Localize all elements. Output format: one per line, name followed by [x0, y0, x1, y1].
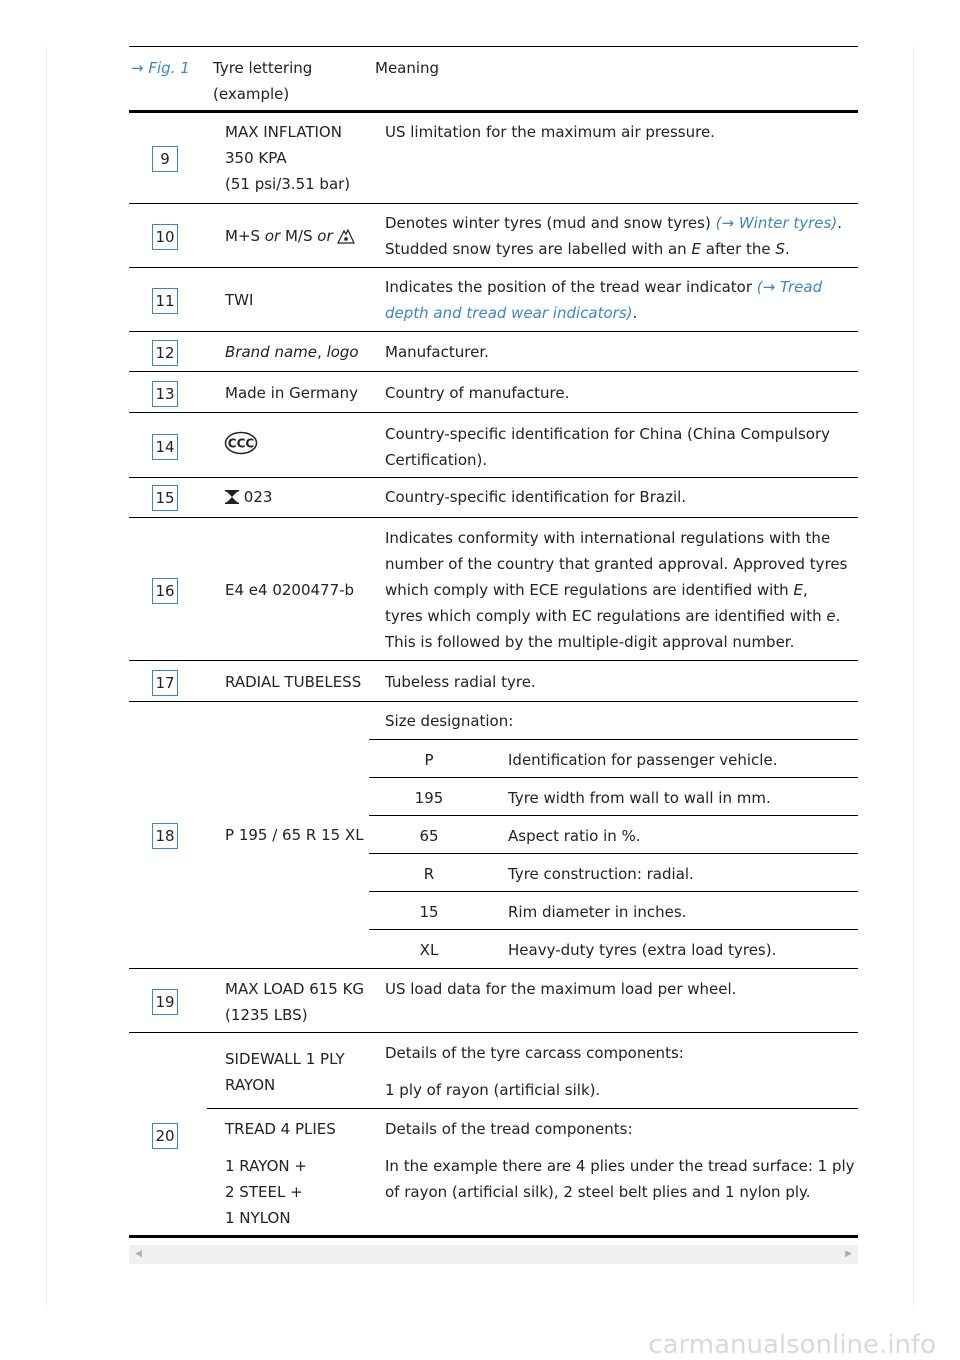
meaning-cell: Country-specific identification for Brazil.	[385, 488, 687, 506]
lettering-line: MAX LOAD 615 KG	[225, 980, 365, 998]
lettering-text: 023	[243, 488, 273, 506]
lettering-line: 350 KPA	[225, 149, 287, 167]
meaning-cell: Country of manufacture.	[385, 384, 570, 402]
lettering-cell: RADIAL TUBELESS	[225, 673, 362, 691]
meaning-text: This is followed by the multiple-digit approval number.	[385, 633, 795, 651]
row-number-badge: 13	[152, 381, 178, 407]
scroll-right-icon[interactable]: ▶	[845, 1249, 852, 1259]
size-description: Tyre construction: radial.	[508, 865, 694, 883]
header-col1-line1: Tyre lettering	[213, 59, 313, 77]
meaning-text: tyres which comply with EC regulations are identified with	[385, 607, 822, 625]
subtable-divider	[369, 815, 858, 816]
inmetro-mark-icon	[225, 490, 239, 504]
winter-tyres-link[interactable]: (→ Winter tyres)	[715, 214, 838, 232]
row-divider	[129, 203, 858, 204]
row-divider	[129, 477, 858, 478]
meaning-cell: US load data for the maximum load per wheel.	[385, 980, 737, 998]
meaning-cell: 1 ply of rayon (artificial silk).	[385, 1081, 601, 1099]
meaning-text: In the example there are 4 plies under the tread surface: 1 ply	[385, 1157, 855, 1175]
size-description: Rim diameter in inches.	[508, 903, 687, 921]
lettering-text: M+S	[225, 227, 261, 245]
lettering-cell	[225, 339, 359, 365]
row-number-badge: 17	[152, 670, 178, 696]
lettering-text: logo	[326, 343, 359, 361]
header-col1	[213, 55, 312, 107]
meaning-text: which comply with ECE regulations are identified with	[385, 581, 789, 599]
size-description: Heavy-duty tyres (extra load tyres).	[508, 941, 777, 959]
row-number-badge: 9	[152, 146, 178, 172]
header-col1-line2: (example)	[213, 85, 290, 103]
meaning-cell	[385, 525, 847, 655]
row-divider	[129, 968, 858, 969]
size-description: Tyre width from wall to wall in mm.	[508, 789, 771, 807]
subtable-divider	[369, 739, 858, 740]
row-divider	[207, 1108, 858, 1109]
link-text[interactable]: Tread	[780, 278, 823, 296]
row-divider	[129, 371, 858, 372]
lettering-line: (1235 LBS)	[225, 1006, 308, 1024]
lettering-cell: TWI	[225, 291, 254, 309]
subtable-divider	[369, 853, 858, 854]
row-number-badge: 11	[152, 288, 178, 314]
meaning-emphasis: S	[775, 240, 785, 258]
row-divider	[129, 412, 858, 413]
meaning-text: .	[632, 304, 638, 322]
watermark: carmanualsonline.info	[648, 1330, 936, 1360]
row-divider	[129, 517, 858, 518]
row-number-badge: 18	[152, 823, 178, 849]
subtable-divider	[369, 777, 858, 778]
subtable-divider	[369, 891, 858, 892]
lettering-cell	[225, 223, 355, 249]
lettering-line: 2 STEEL +	[225, 1183, 303, 1201]
lettering-line: (51 psi/3.51 bar)	[225, 175, 351, 193]
meaning-text: Indicates the position of the tread wear indicator	[385, 278, 753, 296]
lettering-cell: P 195 / 65 R 15 XL	[225, 826, 364, 844]
size-description: Aspect ratio in %.	[508, 827, 641, 845]
meaning-cell	[385, 421, 830, 473]
lettering-cell	[225, 119, 350, 197]
lettering-cell	[225, 1153, 307, 1231]
lettering-or: or	[317, 227, 333, 245]
row-number-badge: 12	[152, 340, 178, 366]
meaning-cell: Manufacturer.	[385, 343, 489, 361]
lettering-line: SIDEWALL 1 PLY	[225, 1050, 345, 1068]
lettering-cell	[225, 976, 364, 1028]
meaning-emphasis: E	[691, 240, 701, 258]
lettering-line: 1 NYLON	[225, 1209, 291, 1227]
meaning-cell: Size designation:	[385, 712, 514, 730]
lettering-text: M/S	[284, 227, 313, 245]
size-code: P	[424, 751, 434, 769]
figure-reference[interactable]	[131, 55, 190, 81]
row-number-badge: 16	[152, 578, 178, 604]
tread-depth-link[interactable]: (→ Tread	[756, 278, 823, 296]
lettering-cell	[225, 1046, 345, 1098]
meaning-text: of rayon (artificial silk), 2 steel belt plies and 1 nylon ply.	[385, 1183, 811, 1201]
lettering-text: Brand name	[225, 343, 317, 361]
meaning-cell: US limitation for the maximum air pressure.	[385, 123, 715, 141]
row-divider	[129, 1032, 858, 1033]
meaning-cell	[385, 274, 822, 326]
size-code: 195	[414, 789, 444, 807]
left-margin-line	[46, 46, 47, 1310]
lettering-cell: Made in Germany	[225, 384, 359, 402]
lettering-line: MAX INFLATION	[225, 123, 342, 141]
meaning-text: .	[835, 607, 841, 625]
meaning-cell	[385, 1153, 855, 1205]
meaning-text: .	[784, 240, 790, 258]
header-bottom-rule	[129, 110, 858, 113]
link-text[interactable]: Winter tyres)	[738, 214, 838, 232]
snowflake-mountain-icon	[337, 226, 355, 244]
meaning-emphasis: e	[826, 607, 836, 625]
size-code: 15	[419, 903, 439, 921]
meaning-cell: Details of the tread components:	[385, 1120, 633, 1138]
size-code: R	[423, 865, 435, 883]
subtable-divider	[369, 929, 858, 930]
row-number-badge: 19	[152, 989, 178, 1015]
meaning-text: Indicates conformity with international regulations with the	[385, 529, 831, 547]
arrow-right-icon: →	[721, 214, 735, 232]
horizontal-scrollbar[interactable]	[129, 1245, 858, 1264]
link-text[interactable]: depth and tread wear indicators)	[385, 304, 633, 322]
meaning-emphasis: E	[793, 581, 803, 599]
meaning-text: Denotes winter tyres (mud and snow tyres)	[385, 214, 711, 232]
row-divider	[129, 701, 858, 702]
arrow-right-icon: →	[762, 278, 776, 296]
header-col2: Meaning	[375, 59, 440, 77]
size-code: 65	[419, 827, 439, 845]
row-number-badge: 14	[152, 434, 178, 460]
row-divider	[129, 331, 858, 332]
size-description: Identification for passenger vehicle.	[508, 751, 778, 769]
row-number-badge: 10	[152, 224, 178, 250]
lettering-cell: TREAD 4 PLIES	[225, 1120, 336, 1138]
table-bottom-rule	[129, 1235, 858, 1238]
meaning-text: ,	[802, 581, 808, 599]
lettering-cell: E4 e4 0200477-b	[225, 581, 355, 599]
lettering-line: RAYON	[225, 1076, 276, 1094]
meaning-text: Country-specific identification for China (China Compulsory	[385, 425, 831, 443]
meaning-cell: Details of the tyre carcass components:	[385, 1044, 684, 1062]
row-number-badge: 20	[152, 1123, 178, 1149]
meaning-cell: Tubeless radial tyre.	[385, 673, 536, 691]
row-number-badge: 15	[152, 485, 178, 511]
svg-text:CCC: CCC	[227, 436, 255, 451]
meaning-cell	[385, 210, 842, 262]
size-code: XL	[419, 941, 439, 959]
meaning-text: .	[837, 214, 842, 232]
row-divider	[129, 267, 858, 268]
lettering-line: 1 RAYON +	[225, 1157, 307, 1175]
fig-link[interactable]: Fig. 1	[148, 59, 190, 77]
lettering-text: ,	[317, 343, 322, 361]
ccc-mark-icon	[224, 431, 258, 455]
scroll-left-icon[interactable]: ◀	[135, 1249, 142, 1259]
meaning-text: Studded snow tyres are labelled with an	[385, 240, 687, 258]
table-top-rule	[129, 46, 858, 47]
meaning-text: Certification).	[385, 451, 488, 469]
meaning-text: after the	[705, 240, 771, 258]
row-divider	[129, 660, 858, 661]
lettering-cell	[225, 484, 272, 510]
meaning-text: number of the country that granted approval. Approved tyres	[385, 555, 848, 573]
right-margin-line	[913, 46, 914, 1310]
arrow-right-icon: →	[131, 59, 144, 77]
lettering-or: or	[264, 227, 281, 245]
